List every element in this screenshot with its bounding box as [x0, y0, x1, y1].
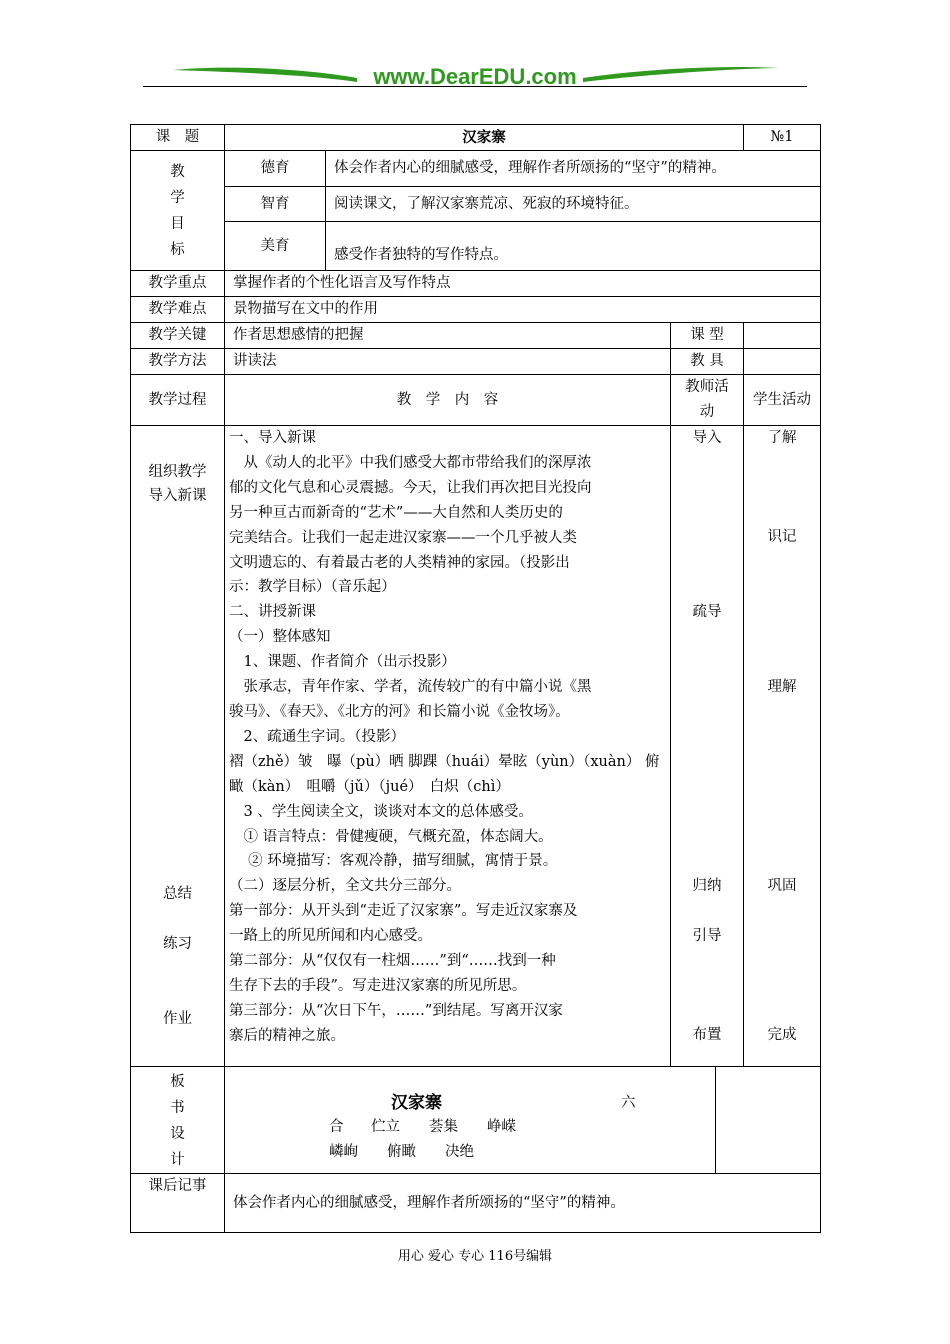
objective-text-aesthetic: 感受作者独特的写作特点。 [326, 222, 821, 271]
board-design [225, 1067, 716, 1174]
content-line: 二、讲授新课 [229, 604, 316, 621]
board-side-text: 六 [621, 1095, 636, 1111]
content-line: ② 环境描写：客观冷静，描写细腻，寓情于景。 [229, 853, 558, 870]
board-title: 汉家寨 [391, 1093, 442, 1113]
content-line: 郁的文化气息和心灵震撼。今天，让我们再次把目光投向 [229, 479, 592, 496]
focus-text: 掌握作者的个性化语言及写作特点 [225, 271, 821, 297]
content-line: 第一部分：从开头到“走近了汉家寨”。写走近汉家寨及 [229, 903, 578, 920]
type-label: 课 型 [671, 323, 744, 349]
student-activity: 理解 [767, 679, 797, 695]
board-extra-cell [716, 1067, 821, 1174]
type-value [744, 323, 821, 349]
stage-column [131, 426, 225, 1067]
stage-label: 组织教学 [148, 464, 207, 480]
content-line: 第二部分：从“仅仅有一柱烟……”到“……找到一种 [229, 953, 556, 970]
lesson-title: 汉家寨 [225, 125, 744, 151]
board-term: 嶙峋 [329, 1144, 358, 1160]
board-term: 决绝 [445, 1144, 474, 1160]
method-text: 讲读法 [225, 349, 671, 375]
student-activity: 完成 [767, 1027, 797, 1043]
teacher-activity: 归纳 [692, 878, 722, 894]
objective-category-moral: 德育 [225, 151, 326, 187]
tools-label: 教 具 [671, 349, 744, 375]
content-line: （二）逐层分析，全文共分三部分。 [229, 878, 461, 895]
page-footer: 用心 爱心 专心 116号编辑 [397, 1249, 553, 1264]
board-term: 伫立 [371, 1119, 400, 1135]
content-line: 张承志，青年作家、学者，流传较广的有中篇小说《黑 [229, 679, 592, 696]
teacher-activity-header: 教师活动 [671, 375, 744, 426]
student-activity: 了解 [767, 430, 797, 446]
lesson-plan-table [130, 124, 821, 1233]
board-term: 合 [329, 1119, 344, 1135]
student-activity: 识记 [767, 529, 797, 545]
content-line: 3 、学生阅读全文，谈谈对本文的总体感受。 [229, 803, 533, 820]
content-line: 褶（zhě）皱 曝（pù）晒 脚踝（huái）晕眩（yùn）（xuàn） 俯 [229, 753, 660, 770]
content-line: 完美结合。让我们一起走进汉家寨——一个几乎被人类 [229, 529, 577, 546]
content-line: 从《动人的北平》中我们感受大都市带给我们的深厚浓 [229, 454, 592, 471]
difficulty-label: 教学难点 [131, 297, 225, 323]
key-text: 作者思想感情的把握 [225, 323, 671, 349]
stage-label: 总结 [163, 886, 192, 902]
student-activity: 巩固 [767, 878, 797, 894]
lesson-number: №1 [744, 125, 821, 151]
objective-category-intellect: 智育 [225, 187, 326, 222]
content-line: 骏马》、《春天》、《北方的河》和长篇小说《金牧场》。 [229, 703, 570, 720]
logo-text: www.DearEDU.com [373, 64, 577, 89]
header-rule [143, 86, 807, 87]
content-line: 寨后的精神之旅。 [229, 1027, 345, 1044]
objective-text-moral: 体会作者内心的细腻感受，理解作者所颂扬的“坚守”的精神。 [326, 151, 821, 187]
method-label: 教学方法 [131, 349, 225, 375]
content-line: 一路上的所见所闻和内心感受。 [229, 928, 432, 945]
board-term: 俯瞰 [387, 1144, 416, 1160]
teacher-activity: 布置 [692, 1027, 722, 1043]
teaching-content [225, 426, 671, 1067]
content-line: 另一种亘古而新奇的“艺术”——大自然和人类历史的 [229, 504, 563, 521]
objective-text-intellect: 阅读课文，了解汉家寨荒凉、死寂的环境特征。 [326, 187, 821, 222]
student-activity-column [744, 426, 821, 1067]
teacher-activity: 导入 [692, 430, 722, 446]
topic-label: 课 题 [131, 125, 225, 151]
student-activity-header: 学生活动 [744, 375, 821, 426]
content-header: 教 学 内 容 [225, 375, 671, 426]
objectives-label: 教 学 目 标 [131, 151, 225, 271]
teacher-activity: 引导 [692, 928, 722, 944]
stage-label: 导入新课 [148, 488, 207, 504]
content-line: 1、课题、作者简介（出示投影） [229, 654, 456, 671]
board-term: 峥嵘 [487, 1119, 516, 1135]
focus-label: 教学重点 [131, 271, 225, 297]
key-label: 教学关键 [131, 323, 225, 349]
content-line: 2、疏通生字词。（投影） [229, 728, 405, 745]
board-label: 板 书 设 计 [131, 1067, 225, 1174]
notes-text: 体会作者内心的细腻感受，理解作者所颂扬的“坚守”的精神。 [225, 1174, 821, 1233]
content-line: 一、导入新课 [229, 430, 316, 446]
teacher-activity-column [671, 426, 744, 1067]
content-line: 示：教学目标）（音乐起） [229, 579, 396, 596]
process-label: 教学过程 [131, 375, 225, 426]
board-term: 荟集 [429, 1119, 458, 1135]
content-line: 瞰（kàn） 咀嚼（jǔ）（jué） 白炽（chì） [229, 778, 510, 795]
stage-label: 练习 [163, 936, 192, 952]
content-line: 生存下去的手段”。写走进汉家寨的所见所思。 [229, 977, 527, 994]
teacher-activity: 疏导 [692, 604, 722, 620]
content-line: ① 语言特点：骨健瘦硬，气概充盈，体态阔大。 [229, 828, 553, 845]
content-line: 文明遗忘的、有着最古老的人类精神的家园。（投影出 [229, 554, 570, 571]
content-line: 第三部分：从“次日下午，……”到结尾。写离开汉家 [229, 1002, 563, 1019]
objective-category-aesthetic: 美育 [225, 222, 326, 271]
content-line: （一）整体感知 [229, 629, 331, 646]
difficulty-text: 景物描写在文中的作用 [225, 297, 821, 323]
notes-label: 课后记事 [131, 1174, 225, 1233]
tools-value [744, 349, 821, 375]
stage-label: 作业 [163, 1011, 192, 1027]
